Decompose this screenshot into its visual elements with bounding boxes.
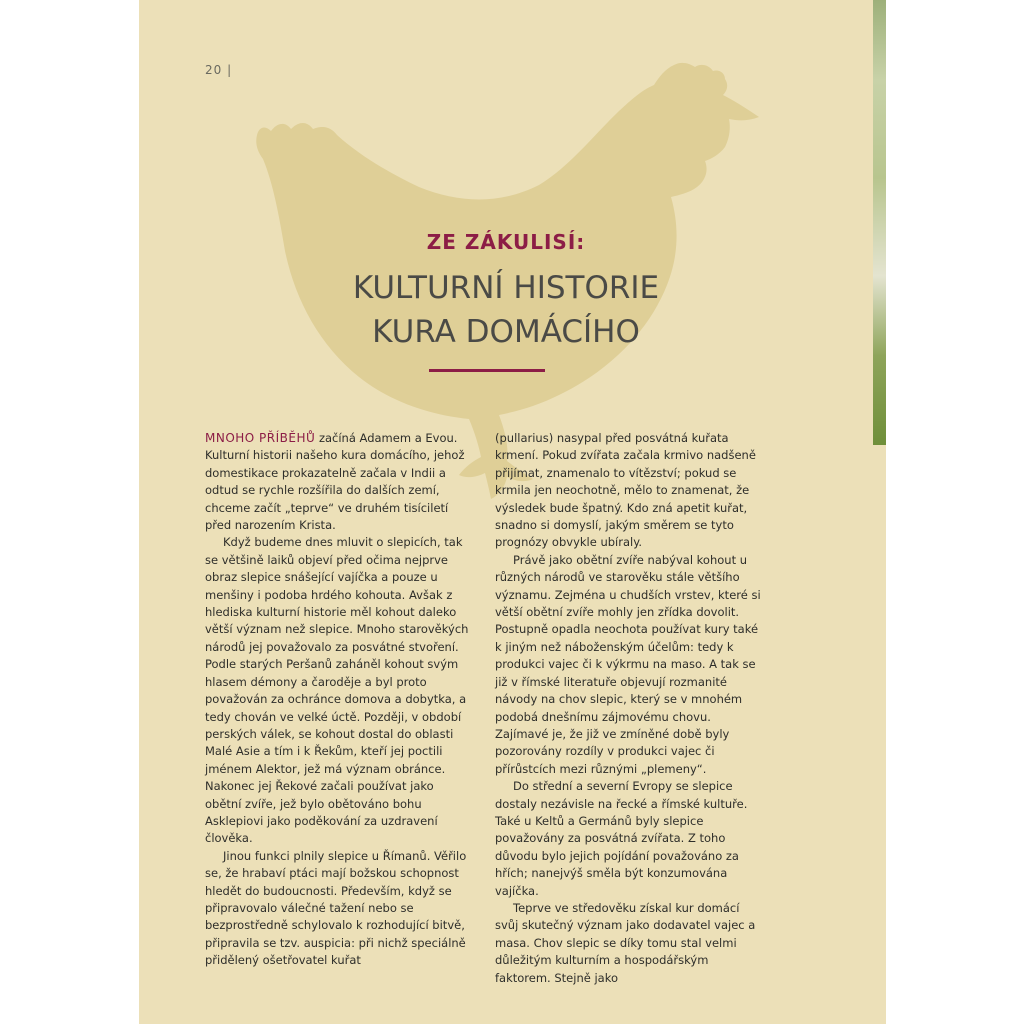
section-kicker: ZE ZÁKULISÍ: bbox=[426, 230, 586, 254]
page-number: 20 | bbox=[205, 63, 233, 77]
paragraph-1 bbox=[205, 430, 473, 534]
book-page bbox=[139, 0, 873, 1024]
paragraph-1-text: začíná Adamem a Evou. Kulturní historii našeho kura domácího, jehož domestikace prokazatelně začala v Indii a odtud se rychle rozšířila do dalších zemí, chceme začít „teprve“ ve druhém tisíciletí před narozením Krista. bbox=[205, 431, 465, 533]
chapter-title bbox=[139, 266, 873, 354]
paragraph-6: Do střední a severní Evropy se slepice dostaly nezávisle na řecké a římské kultuře. Také u Keltů a Germánů byly slepice považovány za posvátná zvířata. Z toho důvodu bylo jejich pojídání považováno za hřích; nanejvýš směla být konzumována vajíčka. bbox=[495, 779, 748, 898]
paragraph-3: Jinou funkci plnily slepice u Římanů. Věřilo se, že hrabaví ptáci mají božskou schopnost hledět do budoucnosti. Především, když se připravovalo válečné tažení nebo se bezprostředně schylovalo k rozhodující bitvě, připravila se tzv. auspicia: při nichž speciálně přidělený ošetřovatel kuřat bbox=[205, 848, 467, 968]
title-divider bbox=[429, 369, 545, 372]
paragraph-2: Když budeme dnes mluvit o slepicích, tak se většině laiků objeví před očima nejprve obraz slepice snášející vajíčka a pouze u menšiny i podoba hrdého kohouta. Avšak z hlediska kulturní historie měl kohout daleko větší význam než slepice. Mnoho starověkých národů jej považovalo za posvátné stvoření. Podle starých Peršanů zaháněl kohout svým hlasem démony a čaroděje a byl proto považován za ochránce domova a dobytka, a tedy chován ve velké úctě. Později, v období perských válek, se kohout dostal do oblasti Malé Asie a tím i k Řekům, kteří jej poctili jménem Alektor, jež má význam obránce. Nakonec jej Řekové začali používat jako obětní zvíře, jež bylo obětováno bohu Asklepiovi jako poděkování za uzdravení člověka. bbox=[205, 535, 469, 846]
text-column-right bbox=[495, 430, 763, 987]
lead-in: MNOHO PŘÍBĚHŮ bbox=[205, 431, 316, 445]
paragraph-5: Právě jako obětní zvíře nabýval kohout u různých národů ve starověku stále většího významu. Zejména u chudších vrstev, které si větší obětní zvíře mohly jen zřídka dovolit. Postupně opadla neochota používat kury také k jiným než náboženským účelům: tedy k produkci vajec či k výkrmu na maso. A tak se již v římské literatuře objevují rozmanité návody na chov slepic, který se v mnohém podobá dnešnímu zájmovému chovu. Zajímavé je, že již ve zmíněné době byly pozorovány rozdíly v produkci vajec či přírůstcích mezi různými „plemeny“. bbox=[495, 552, 761, 776]
text-column-left bbox=[205, 430, 473, 970]
chapter-title-line-2: KURA DOMÁCÍHO bbox=[372, 314, 640, 350]
adjacent-page-edge bbox=[873, 445, 886, 1024]
chapter-title-line-1: KULTURNÍ HISTORIE bbox=[352, 270, 660, 306]
paragraph-7: Teprve ve středověku získal kur domácí svůj skutečný význam jako dodavatel vajec a masa. Chov slepic se díky tomu stal velmi důležitým kulturním a hospodářským faktorem. Stejně jako bbox=[495, 900, 756, 985]
adjacent-page-photo bbox=[873, 0, 886, 445]
paragraph-4: (pullarius) nasypal před posvátná kuřata krmení. Pokud zvířata začala krmivo nadšeně přijímat, znamenalo to vítězství; pokud se krmila jen neochotně, mělo to znamenat, že výsledek bude špatný. Kdo zná apetit kuřat, snadno si domyslí, jakým směrem se tyto prognózy obvykle ubíraly. bbox=[495, 431, 756, 550]
